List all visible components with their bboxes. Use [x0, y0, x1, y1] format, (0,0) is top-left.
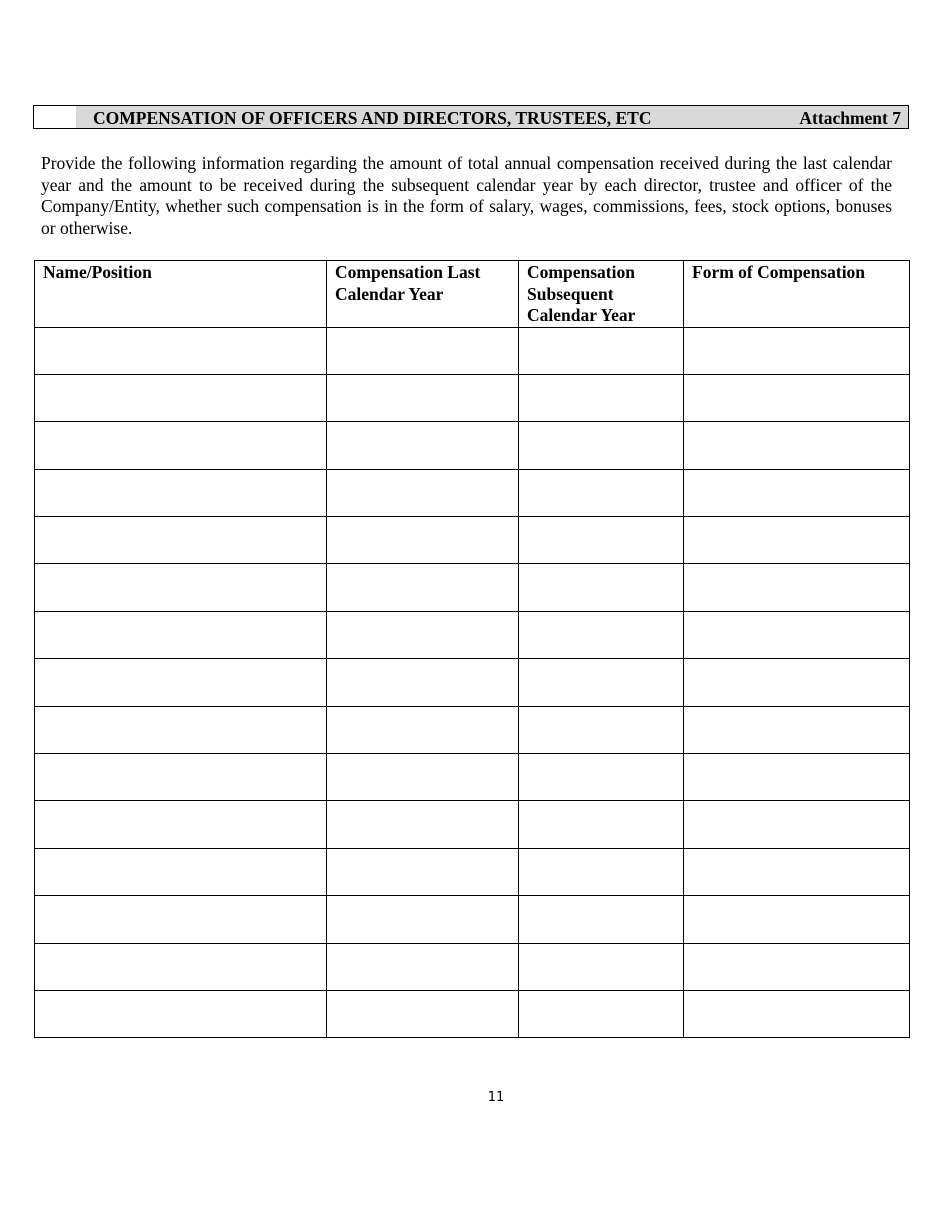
table-row	[35, 564, 910, 611]
form-of-compensation-cell[interactable]	[684, 374, 910, 421]
compensation-subsequent-year-cell[interactable]	[519, 564, 684, 611]
compensation-subsequent-year-cell[interactable]	[519, 896, 684, 943]
table-row	[35, 469, 910, 516]
name-position-cell[interactable]	[35, 801, 327, 848]
table-row	[35, 896, 910, 943]
form-of-compensation-cell[interactable]	[684, 896, 910, 943]
form-title: COMPENSATION OF OFFICERS AND DIRECTORS, TRUSTEES, ETC	[93, 108, 652, 128]
form-of-compensation-cell[interactable]	[684, 422, 910, 469]
page-number: 11	[487, 1090, 505, 1105]
compensation-subsequent-year-cell[interactable]	[519, 754, 684, 801]
compensation-last-year-cell[interactable]	[327, 896, 519, 943]
compensation-last-year-cell[interactable]	[327, 990, 519, 1037]
name-position-cell[interactable]	[35, 327, 327, 374]
compensation-last-year-cell[interactable]	[327, 517, 519, 564]
compensation-last-year-cell[interactable]	[327, 469, 519, 516]
table-row	[35, 374, 910, 421]
table-row	[35, 848, 910, 895]
compensation-subsequent-year-cell[interactable]	[519, 469, 684, 516]
table-body	[35, 327, 910, 1038]
attachment-header	[33, 105, 909, 129]
instructions-paragraph: Provide the following information regarding the amount of total annual compensation received during the last calendar year and the amount to be received during the subsequent calendar year by each director, trustee and officer of the Company/Entity, whether such compensation is in the form of salary, wages, commissions, fees, stock options, bonuses or otherwise.	[41, 153, 892, 238]
name-position-cell[interactable]	[35, 517, 327, 564]
table-row	[35, 611, 910, 658]
column-header-compensation-last-year: Compensation Last Calendar Year	[327, 261, 519, 328]
compensation-last-year-cell[interactable]	[327, 327, 519, 374]
form-of-compensation-cell[interactable]	[684, 517, 910, 564]
form-of-compensation-cell[interactable]	[684, 943, 910, 990]
form-of-compensation-cell[interactable]	[684, 327, 910, 374]
compensation-subsequent-year-cell[interactable]	[519, 848, 684, 895]
compensation-subsequent-year-cell[interactable]	[519, 517, 684, 564]
name-position-cell[interactable]	[35, 990, 327, 1037]
table-row	[35, 422, 910, 469]
compensation-subsequent-year-cell[interactable]	[519, 659, 684, 706]
form-of-compensation-cell[interactable]	[684, 659, 910, 706]
table-row	[35, 990, 910, 1037]
attachment-label: Attachment 7	[799, 108, 901, 128]
compensation-last-year-cell[interactable]	[327, 801, 519, 848]
compensation-last-year-cell[interactable]	[327, 659, 519, 706]
table-row	[35, 327, 910, 374]
column-header-name-position: Name/Position	[35, 261, 327, 328]
compensation-last-year-cell[interactable]	[327, 706, 519, 753]
name-position-cell[interactable]	[35, 374, 327, 421]
table-row	[35, 517, 910, 564]
name-position-cell[interactable]	[35, 706, 327, 753]
compensation-subsequent-year-cell[interactable]	[519, 801, 684, 848]
form-of-compensation-cell[interactable]	[684, 611, 910, 658]
compensation-subsequent-year-cell[interactable]	[519, 374, 684, 421]
compensation-subsequent-year-cell[interactable]	[519, 706, 684, 753]
table-row	[35, 801, 910, 848]
name-position-cell[interactable]	[35, 896, 327, 943]
column-header-form-of-compensation: Form of Compensation	[684, 261, 910, 328]
form-of-compensation-cell[interactable]	[684, 469, 910, 516]
compensation-last-year-cell[interactable]	[327, 611, 519, 658]
compensation-last-year-cell[interactable]	[327, 374, 519, 421]
compensation-last-year-cell[interactable]	[327, 422, 519, 469]
table-row	[35, 706, 910, 753]
form-of-compensation-cell[interactable]	[684, 801, 910, 848]
table-row	[35, 943, 910, 990]
compensation-subsequent-year-cell[interactable]	[519, 611, 684, 658]
compensation-last-year-cell[interactable]	[327, 754, 519, 801]
form-of-compensation-cell[interactable]	[684, 848, 910, 895]
table-header-row	[35, 261, 910, 328]
name-position-cell[interactable]	[35, 422, 327, 469]
compensation-subsequent-year-cell[interactable]	[519, 327, 684, 374]
table-row	[35, 754, 910, 801]
name-position-cell[interactable]	[35, 564, 327, 611]
compensation-last-year-cell[interactable]	[327, 943, 519, 990]
name-position-cell[interactable]	[35, 611, 327, 658]
name-position-cell[interactable]	[35, 659, 327, 706]
name-position-cell[interactable]	[35, 848, 327, 895]
form-of-compensation-cell[interactable]	[684, 754, 910, 801]
column-header-compensation-subsequent-year: Compensation Subsequent Calendar Year	[519, 261, 684, 328]
form-of-compensation-cell[interactable]	[684, 706, 910, 753]
name-position-cell[interactable]	[35, 754, 327, 801]
name-position-cell[interactable]	[35, 469, 327, 516]
compensation-subsequent-year-cell[interactable]	[519, 943, 684, 990]
compensation-subsequent-year-cell[interactable]	[519, 422, 684, 469]
form-of-compensation-cell[interactable]	[684, 990, 910, 1037]
compensation-table	[34, 260, 910, 1038]
compensation-subsequent-year-cell[interactable]	[519, 990, 684, 1037]
form-of-compensation-cell[interactable]	[684, 564, 910, 611]
compensation-last-year-cell[interactable]	[327, 564, 519, 611]
table-row	[35, 659, 910, 706]
compensation-last-year-cell[interactable]	[327, 848, 519, 895]
name-position-cell[interactable]	[35, 943, 327, 990]
